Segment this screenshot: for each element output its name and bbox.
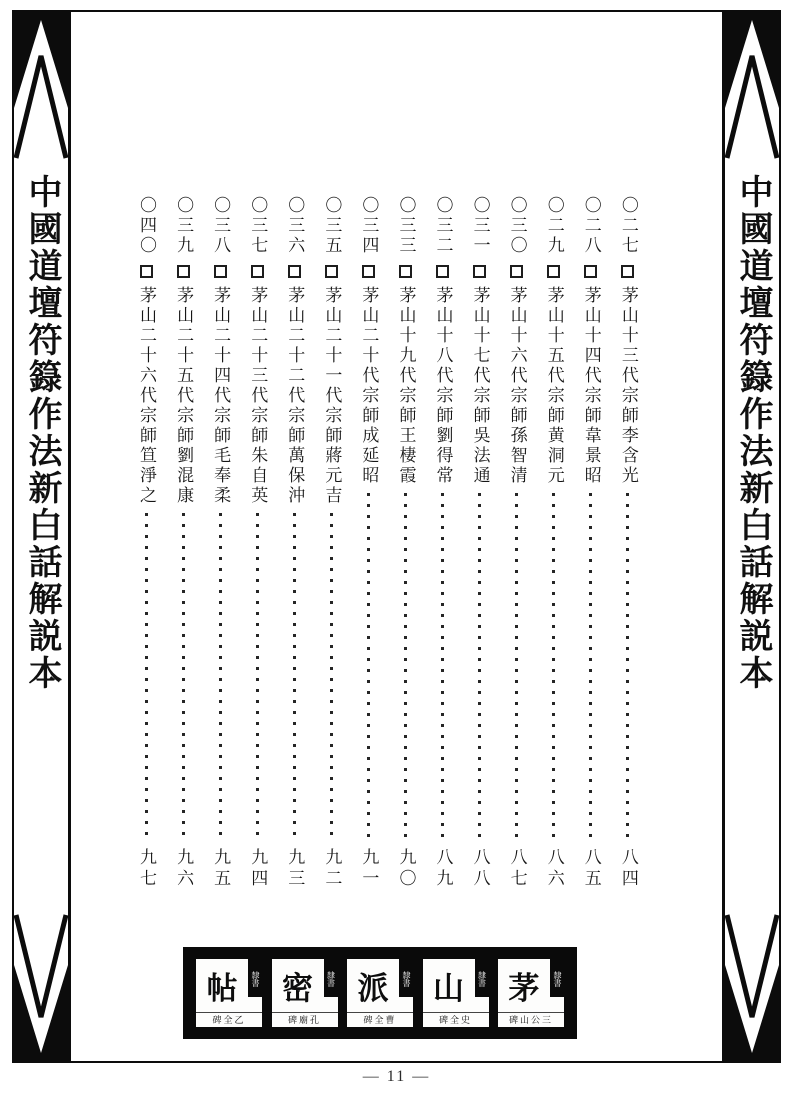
entry-page-number: 九六 (174, 848, 194, 890)
script-label: 隸書 (324, 959, 338, 997)
entry-title: 茅山二十二代宗師萬保沖 (285, 286, 305, 506)
entry-title: 茅山十四代宗師韋景昭 (581, 286, 601, 486)
entry-number: 〇三七 (248, 196, 268, 256)
entry-title: 茅山二十六代宗師笪淨之 (137, 286, 156, 506)
box-marker-icon (140, 265, 153, 278)
table-of-contents (133, 196, 641, 890)
chevron-up-icon (725, 12, 779, 160)
stamp-glyph: 山 (433, 971, 464, 1006)
page-frame (12, 10, 781, 1063)
entry-title: 茅山十五代宗師黄洞元 (544, 286, 564, 486)
entry-page-number: 九五 (211, 848, 231, 890)
dot-leader (219, 513, 222, 842)
toc-entry (244, 196, 270, 890)
stamp-cell (196, 959, 262, 1027)
sidebar-right (725, 12, 779, 1061)
dot-leader (293, 513, 296, 842)
toc-entry (170, 196, 196, 890)
toc-entry (467, 196, 493, 890)
entry-number: 〇三一 (470, 196, 490, 256)
box-marker-icon (399, 265, 412, 278)
toc-entry (318, 196, 344, 890)
entry-page-number: 九〇 (396, 848, 416, 890)
entry-title: 茅山十七代宗師吳法通 (470, 286, 490, 486)
box-marker-icon (547, 265, 560, 278)
entry-number: 〇三二 (433, 196, 453, 256)
entry-number: 〇三九 (174, 196, 194, 256)
entry-page-number: 九一 (359, 848, 379, 890)
entry-page-number: 九四 (248, 848, 268, 890)
stamp-glyph: 密 (282, 971, 313, 1006)
page-number-footer: — 11 — (362, 1068, 431, 1085)
source-label: 碑全史 (423, 1012, 489, 1027)
stamp-strip (183, 947, 577, 1039)
dot-leader (515, 493, 518, 842)
chevron-down-icon (725, 913, 779, 1061)
entry-title: 茅山二十一代宗師蔣元吉 (322, 286, 342, 506)
dot-leader (626, 493, 629, 842)
box-marker-icon (362, 265, 375, 278)
entry-number: 〇四〇 (137, 196, 156, 256)
dot-leader (145, 513, 148, 842)
toc-entry (355, 196, 381, 890)
box-marker-icon (510, 265, 523, 278)
entry-title: 茅山十六代宗師孫智清 (507, 286, 527, 486)
stamp-glyph: 帖 (206, 971, 238, 1006)
dot-leader (552, 493, 555, 842)
script-label: 隸書 (399, 959, 413, 997)
box-marker-icon (436, 265, 449, 278)
entry-page-number: 八七 (507, 848, 527, 890)
toc-entry (281, 196, 307, 890)
entry-title: 茅山二十四代宗師毛奉柔 (211, 286, 231, 506)
toc-entry (207, 196, 233, 890)
side-title-right: 中國道壇符籙作法新白話解説本 (734, 174, 771, 692)
dot-leader (330, 513, 333, 842)
entry-page-number: 八八 (470, 848, 490, 890)
stamp-cell (423, 959, 489, 1027)
stamp-cell (347, 959, 413, 1027)
entry-title: 茅山二十三代宗師朱自英 (248, 286, 268, 506)
entry-page-number: 九七 (137, 848, 156, 890)
chevron-down-icon (14, 913, 68, 1061)
chevron-up-icon (14, 12, 68, 160)
script-label: 隸書 (248, 959, 262, 997)
entry-number: 〇二八 (581, 196, 601, 256)
source-label: 碑廟孔 (272, 1012, 338, 1027)
toc-entry (578, 196, 604, 890)
script-label: 隸書 (550, 959, 564, 997)
box-marker-icon (251, 265, 264, 278)
entry-title: 茅山十八代宗師劉得常 (433, 286, 453, 486)
entry-title: 茅山二十代宗師成延昭 (359, 286, 379, 486)
entry-page-number: 八四 (618, 848, 638, 890)
source-label: 碑山公三 (498, 1012, 564, 1027)
box-marker-icon (288, 265, 301, 278)
stamp-glyph: 茅 (508, 971, 540, 1006)
entry-number: 〇二九 (544, 196, 564, 256)
entry-number: 〇三六 (285, 196, 305, 256)
toc-entry (430, 196, 456, 890)
entry-title: 茅山二十五代宗師劉混康 (174, 286, 194, 506)
entry-number: 〇三三 (396, 196, 416, 256)
box-marker-icon (621, 265, 634, 278)
toc-entry (392, 196, 418, 890)
entry-page-number: 八六 (544, 848, 564, 890)
side-title-left: 中國道壇符籙作法新白話解説本 (23, 174, 60, 692)
source-label: 碑全乙 (196, 1012, 262, 1027)
stamp-cell (272, 959, 338, 1027)
dot-leader (404, 493, 407, 842)
stamp-glyph: 派 (357, 971, 389, 1006)
entry-page-number: 九三 (285, 848, 305, 890)
toc-entry (504, 196, 530, 890)
content-area (68, 12, 725, 1061)
dot-leader (478, 493, 481, 842)
toc-entry (615, 196, 641, 890)
stamp-cell (498, 959, 564, 1027)
toc-entry (541, 196, 567, 890)
toc-entry (133, 196, 159, 890)
entry-title: 茅山十九代宗師王棲霞 (396, 286, 416, 486)
dot-leader (441, 493, 444, 842)
entry-page-number: 九二 (322, 848, 342, 890)
dot-leader (182, 513, 185, 842)
box-marker-icon (177, 265, 190, 278)
entry-number: 〇三〇 (507, 196, 527, 256)
script-label: 隸書 (475, 959, 489, 997)
entry-title: 茅山十三代宗師李含光 (618, 286, 638, 486)
entry-number: 〇二七 (618, 196, 638, 256)
entry-number: 〇三八 (211, 196, 231, 256)
box-marker-icon (325, 265, 338, 278)
entry-number: 〇三五 (322, 196, 342, 256)
sidebar-left (14, 12, 68, 1061)
source-label: 碑全曹 (347, 1012, 413, 1027)
box-marker-icon (473, 265, 486, 278)
box-marker-icon (214, 265, 227, 278)
entry-number: 〇三四 (359, 196, 379, 256)
dot-leader (256, 513, 259, 842)
entry-page-number: 八五 (581, 848, 601, 890)
dot-leader (367, 493, 370, 842)
box-marker-icon (584, 265, 597, 278)
dot-leader (589, 493, 592, 842)
entry-page-number: 八九 (433, 848, 453, 890)
